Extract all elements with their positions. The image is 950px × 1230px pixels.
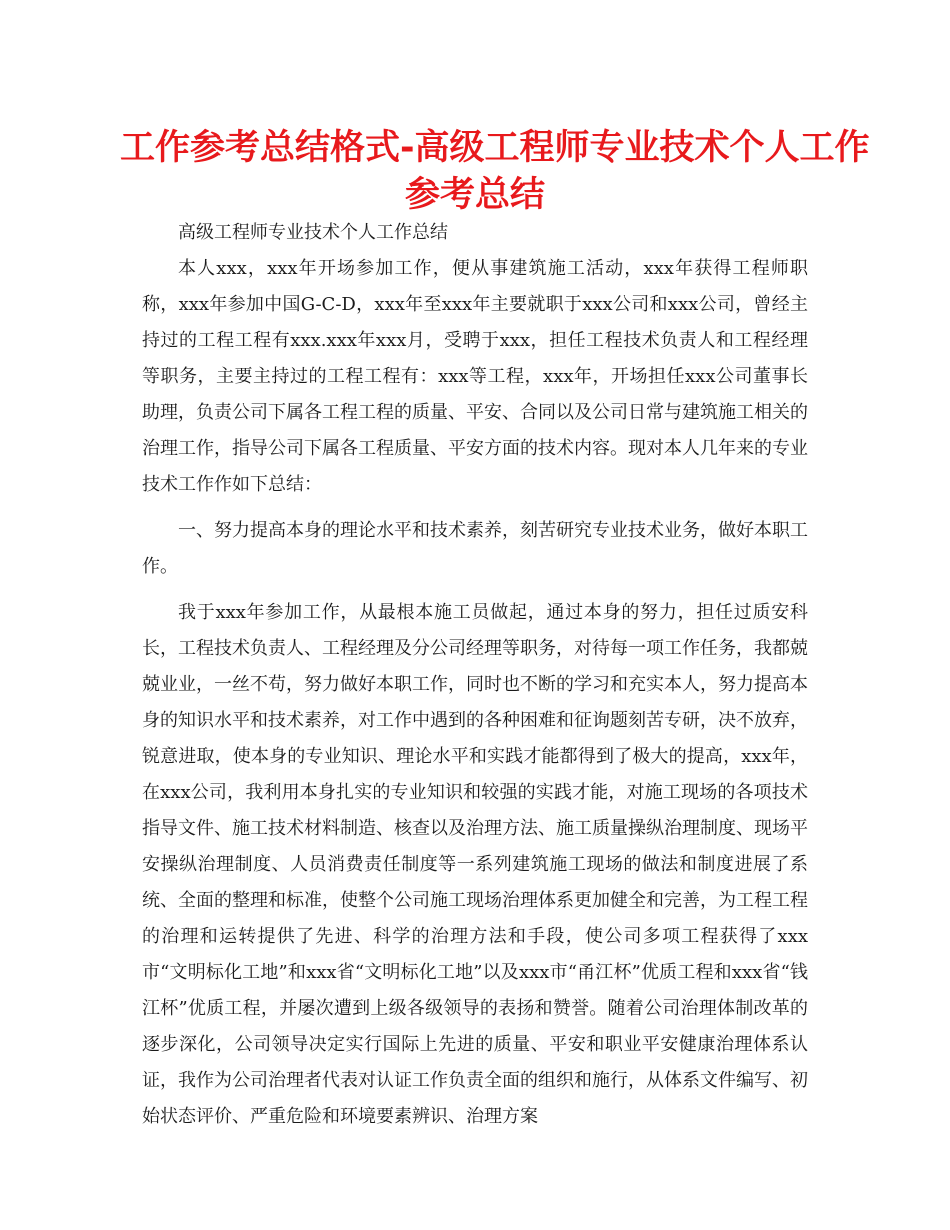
section-heading-paragraph: 一、努力提高本身的理论水平和技术素养，刻苦研究专业技术业务，做好本职工作。 [142,520,808,577]
intro-paragraph: 本人xxx，xxx年开场参加工作，便从事建筑施工活动，xxx年获得工程师职称，xxx年参加中国G-C-D，xxx年至xxx年主要就职于xxx公司和xxx公司，曾经主持过的工程工程有xxx.xxx年xxx月，受聘于xxx，担任工程技术负责人和工程经理等职务，主要主持过的工程工程有：xxx等工程，xxx年，开场担任xxx公司董事长助理，负责公司下属各工程工程的质量、平安、合同以及公司日常与建筑施工相关的治理工作，指导公司下属各工程质量、平安方面的技术内容。现对本人几年来的专业技术工作作如下总结： [142,258,808,495]
subtitle-paragraph: 高级工程师专业技术个人工作总结 [178,222,448,243]
body-paragraph: 我于xxx年参加工作，从最根本施工员做起，通过本身的努力，担任过质安科长，工程技术负责人、工程经理及分公司经理等职务，对待每一项工作任务，我都兢兢业业，一丝不苟，努力做好本职工作，同时也不断的学习和充实本人，努力提高本身的知识水平和技术素养，对工作中遇到的各种困难和征询题刻苦专研，决不放弃，锐意进取，使本身的专业知识、理论水平和实践才能都得到了极大的提高，xxx年，在xxx公司，我利用本身扎实的专业知识和较强的实践才能，对施工现场的各项技术指导文件、施工技术材料制造、核查以及治理方法、施工质量操纵治理制度、现场平安操纵治理制度、人员消费责任制度等一系列建筑施工现场的做法和制度进展了系统、全面的整理和标准，使整个公司施工现场治理体系更加健全和完善，为工程工程的治理和运转提供了先进、科学的治理方法和手段，使公司多项工程获得了xxx市“文明标化工地”和xxx省“文明标化工地”以及xxx市“甬江杯”优质工程和xxx省“钱江杯”优质工程，并屡次遭到上级各级领导的表扬和赞誉。随着公司治理体制改革的逐步深化，公司领导决定实行国际上先进的质量、平安和职业平安健康治理体系认证，我作为公司治理者代表对认证工作负责全面的组织和施行，从体系文件编写、初始状态评价、严重危险和环境要素辨识、治理方案 [142,602,808,1127]
document-body [142,215,808,1135]
document-title-line-2: 参考总结 [404,175,545,215]
document-title-line-1: 工作参考总结格式-高级工程师专业技术个人工作 [120,128,870,168]
